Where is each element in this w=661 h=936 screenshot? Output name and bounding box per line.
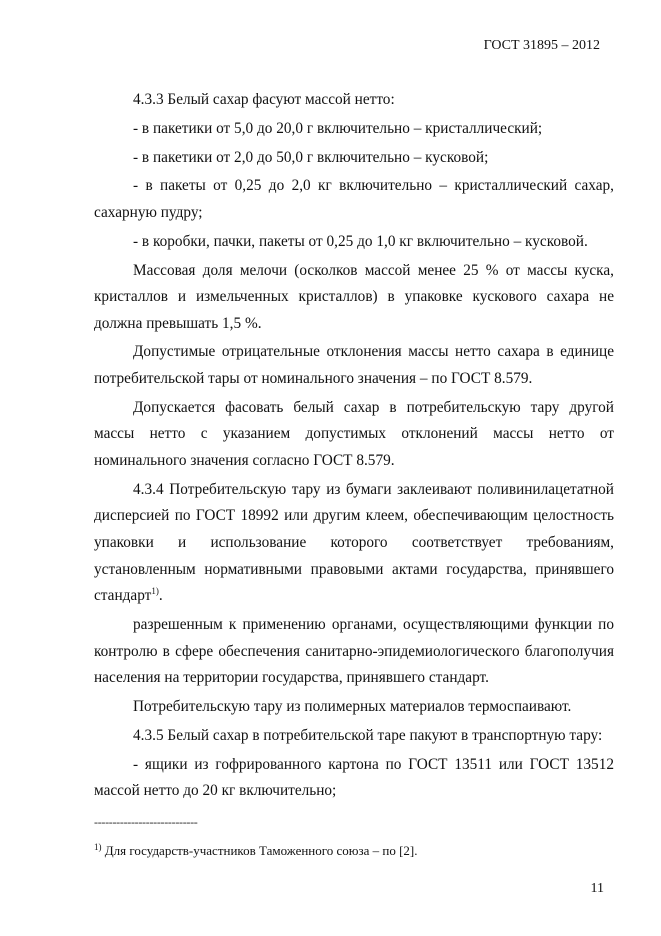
footnote-text: Для государств-участников Таможенного союза – по [2]. (101, 843, 418, 858)
footnote-reference-suffix: . (158, 587, 163, 605)
paragraph-fines-fraction: Массовая доля мелочи (осколков массой менее 25 % от массы куска, кристаллов и измельченных кристаллов) в упаковке кускового сахара не должна превышать 1,5 %. (94, 261, 614, 332)
footnote-reference: 1) (151, 586, 159, 597)
paragraph-4-3-4 (94, 477, 614, 610)
footnote (94, 843, 418, 859)
paragraph-authorized: разрешенным к применению органами, осуществляющими функции по контролю в сфере обеспечения санитарно-эпидемиологического благополучия населения на территории государства, принявшего стандарт. (94, 615, 614, 687)
paragraph-4-3-3: 4.3.3 Белый сахар фасуют массой нетто: (133, 91, 395, 108)
footnote-separator: ---------------------------- (94, 815, 198, 829)
list-item-boxes: - в коробки, пачки, пакеты от 0,25 до 1,0 кг включительно – кусковой. (133, 232, 588, 250)
document-body (94, 87, 614, 807)
paragraph-4-3-4-text: 4.3.4 Потребительскую тару из бумаги заклеивают поливинилацетатной дисперсией по ГОСТ 18992 или другим клеем, обеспечивающим целостность упаковки и использование которого соответствует требованиям, установленным нормативными правовыми актами государства, принявшего стандарт (94, 480, 614, 605)
list-item-corrugated-boxes: - ящики из гофрированного картона по ГОСТ 13511 или ГОСТ 13512 массой нетто до 20 кг включительно; (94, 755, 614, 800)
list-item-crystal-bags: - в пакетики от 5,0 до 20,0 г включительно – кристаллический; (133, 119, 543, 137)
paragraph-tolerances: Допустимые отрицательные отклонения массы нетто сахара в единице потребительской тары от номинального значения – по ГОСТ 8.579. (94, 343, 614, 388)
list-item-lump-bags: - в пакетики от 2,0 до 50,0 г включительно – кусковой; (133, 148, 489, 166)
paragraph-4-3-5: 4.3.5 Белый сахар в потребительской таре пакуют в транспортную тару: (133, 726, 603, 744)
paragraph-polymer-tare: Потребительскую тару из полимерных материалов термоспаивают. (133, 697, 572, 715)
page-number: 11 (590, 881, 604, 896)
page-header-standard: ГОСТ 31895 – 2012 (483, 38, 600, 53)
list-item-packets: - в пакеты от 0,25 до 2,0 кг включительно – кристаллический сахар, сахарную пудру; (94, 177, 614, 221)
footnote-marker: 1) (94, 842, 102, 852)
paragraph-other-mass: Допускается фасовать белый сахар в потребительскую тару другой массы нетто с указанием допустимых отклонений массы нетто от номинального значения согласно ГОСТ 8.579. (94, 398, 614, 470)
